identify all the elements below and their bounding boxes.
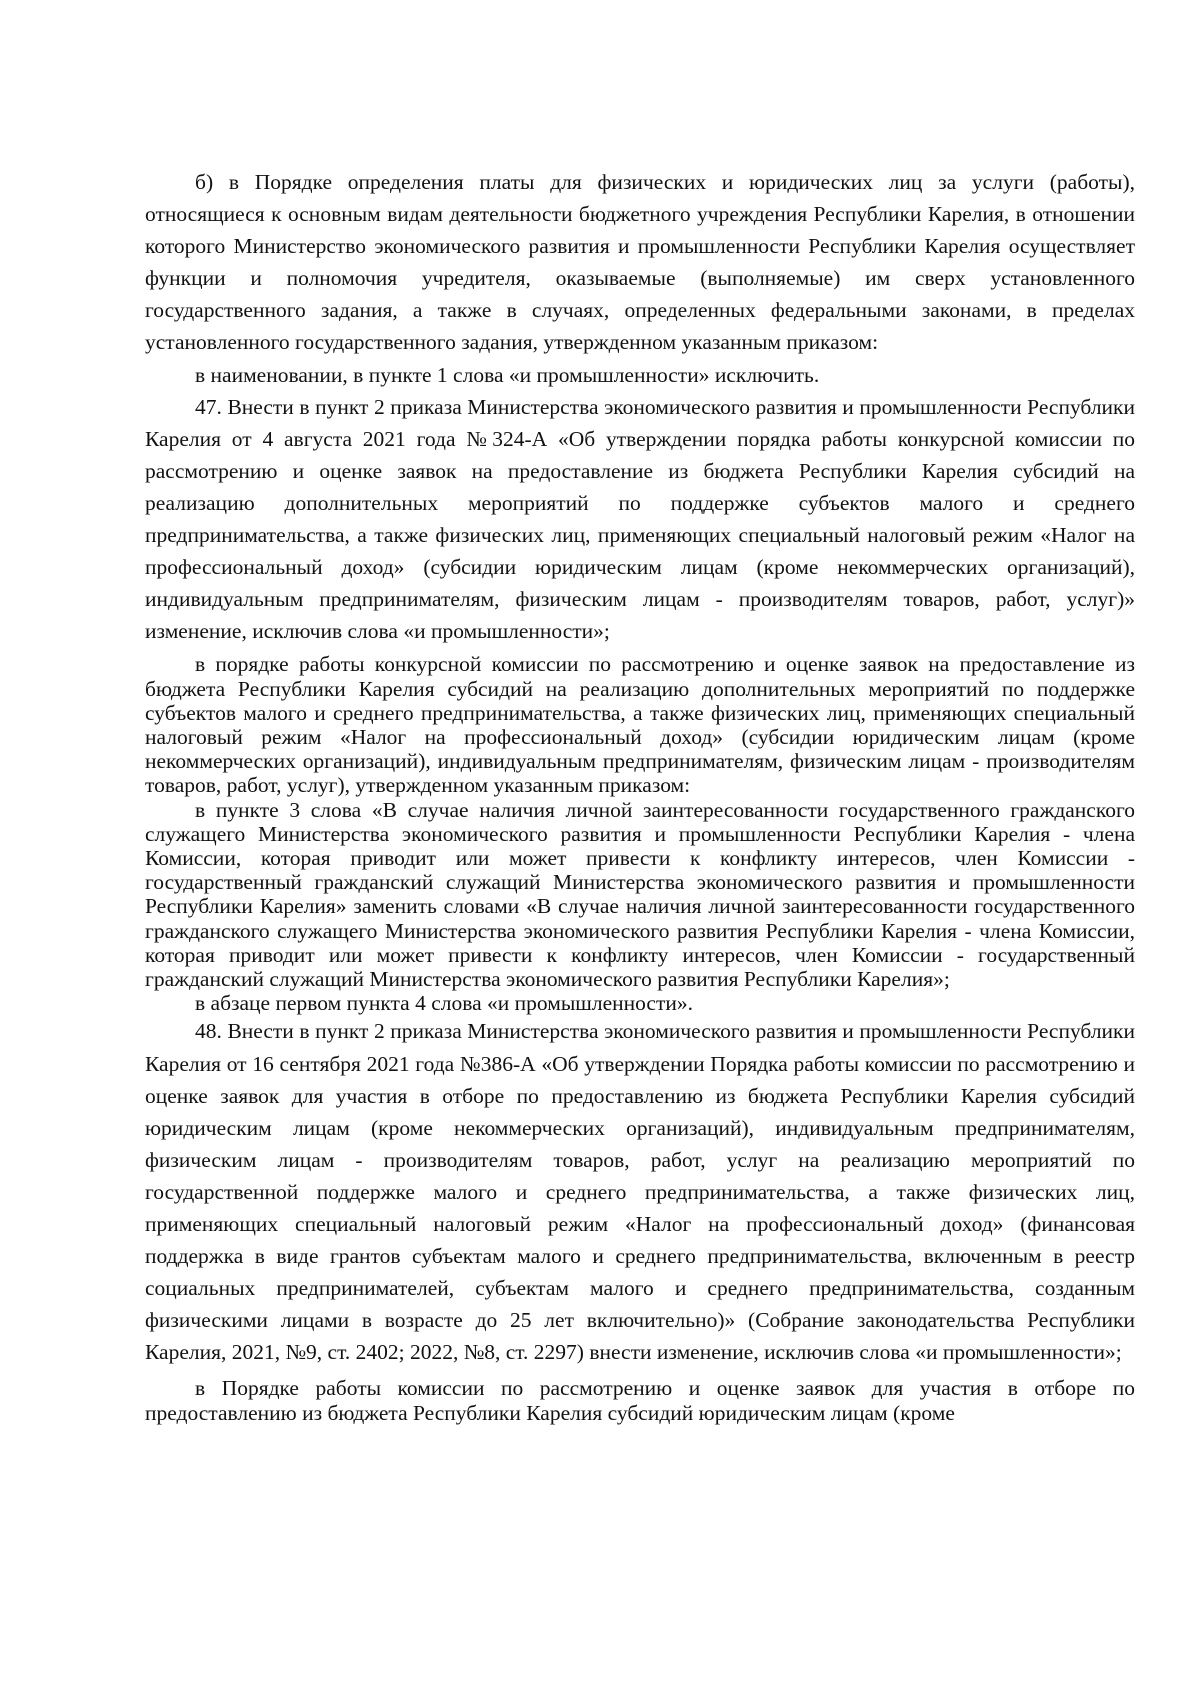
paragraph-title-amendment: в наименовании, в пункте 1 слова «и промышленности» исключить.	[195, 362, 820, 387]
paragraph-competition-commission-procedure: в порядке работы конкурсной комиссии по рассмотрению и оценке заявок на предоставление из бюджета Республики Карелия субсидий на реализацию дополнительных мероприятий по поддержке субъектов малого и среднего предпринимательства, а также физических лиц, применяющих специальный налоговый режим «Налог на профессиональный доход» (субсидии юридическим лицам (кроме некоммерческих организаций), индивидуальным предпринимателям, физическим лицам - производителям товаров, работ, услуг), утвержденном указанным приказом:	[145, 652, 1135, 798]
paragraph-item-48: 48. Внести в пункт 2 приказа Министерства экономического развития и промышленности Республики Карелия от 16 сентября 2021 года №386-А «Об утверждении Порядка работы комиссии по рассмотрению и оценке заявок для участия в отборе по предоставлению из бюджета Республики Карелия субсидий юридическим лицам (кроме некоммерческих организаций), индивидуальным предпринимателям, физическим лицам - производителям товаров, работ, услуг на реализацию мероприятий по государственной поддержке малого и среднего предпринимательства, а также физических лиц, применяющих специальный налоговый режим «Налог на профессиональный доход» (финансовая поддержка в виде грантов субъектам малого и среднего предпринимательства, включенным в реестр социальных предпринимателей, субъектам малого и среднего предпринимательства, созданным физическими лицами в возрасте до 25 лет включительно)» (Собрание законодательства Республики Карелия, 2021, №9, ст. 2402; 2022, №8, ст. 2297) внести изменение, исключив слова «и промышленности»;	[145, 1019, 1135, 1365]
paragraph-b-fee-procedure: б) в Порядке определения платы для физических и юридических лиц за услуги (работы), относящиеся к основным видам деятельности бюджетного учреждения Республики Карелия, в отношении которого Министерство экономического развития и промышленности Республики Карелия осуществляет функции и полномочия учредителя, оказываемые (выполняемые) им сверх установленного государственного задания, а также в случаях, определенных федеральными законами, в пределах установленного государственного задания, утвержденном указанным приказом:	[145, 170, 1135, 355]
paragraph-commission-procedure: в Порядке работы комиссии по рассмотрению и оценке заявок для участия в отборе по предоставлению из бюджета Республики Карелия субсидий юридическим лицам (кроме	[145, 1376, 1135, 1425]
paragraph-item-47: 47. Внести в пункт 2 приказа Министерства экономического развития и промышленности Республики Карелия от 4 августа 2021 года №324-А «Об утверждении порядка работы конкурсной комиссии по рассмотрению и оценке заявок на предоставление из бюджета Республики Карелия субсидий на реализацию дополнительных мероприятий по поддержке субъектов малого и среднего предпринимательства, а также физических лиц, применяющих специальный налоговый режим «Налог на профессиональный доход» (субсидии юридическим лицам (кроме некоммерческих организаций), индивидуальным предпринимателям, физическим лицам - производителям товаров, работ, услуг)» изменение, исключив слова «и промышленности»;	[145, 394, 1135, 644]
document-body	[145, 166, 1135, 1425]
paragraph-clause-3-replacement: в пункте 3 слова «В случае наличия личной заинтересованности государственного гражданского служащего Министерства экономического развития и промышленности Республики Карелия - члена Комиссии, которая приводит или может привести к конфликту интересов, член Комиссии - государственный гражданский служащий Министерства экономического развития и промышленности Республики Карелия» заменить словами «В случае наличия личной заинтересованности государственного гражданского служащего Министерства экономического развития Республики Карелия - члена Комиссии, которая приводит или может привести к конфликту интересов, член Комиссии - государственный гражданский служащий Министерства экономического развития Республики Карелия»;	[145, 797, 1135, 992]
paragraph-clause-4-amendment: в абзаце первом пункта 4 слова «и промышленности».	[195, 991, 693, 1016]
